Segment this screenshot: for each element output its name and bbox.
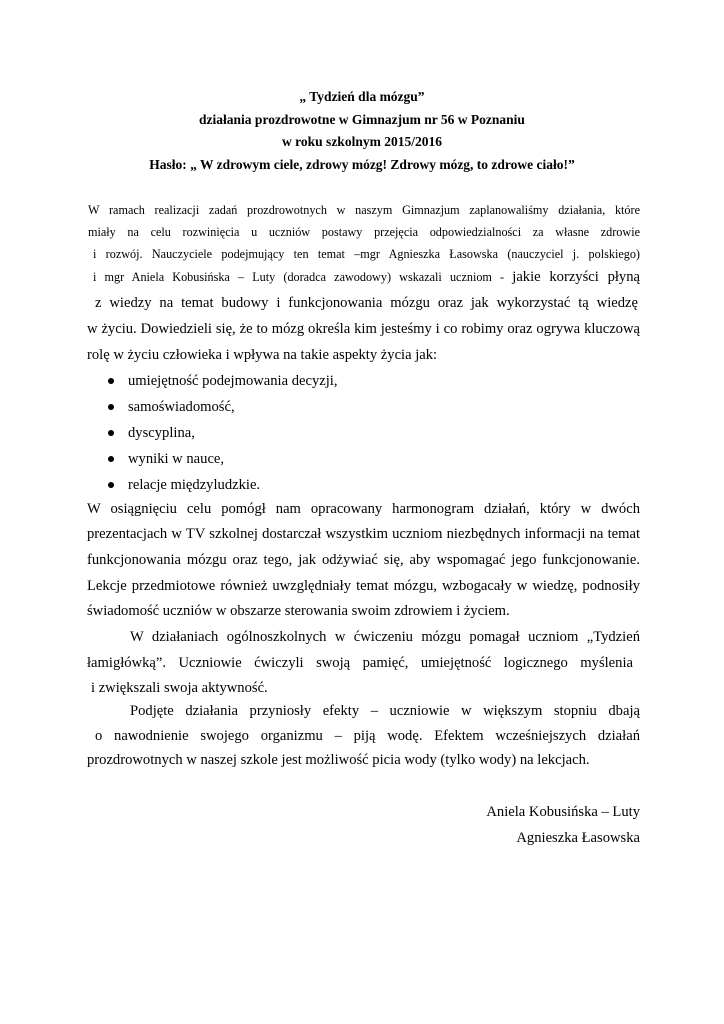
intro-line: miały na celu rozwinięcia u uczniów postawy przejęcia odpowiedzialności za własne zdrowie	[88, 225, 640, 239]
aspects-list	[108, 368, 338, 498]
intro-line: rolę w życiu człowieka i wpływa na takie aspekty życia jak:	[87, 347, 438, 363]
document-subtitle: działania prozdrowotne w Gimnazjum nr 56 w Poznaniu	[199, 111, 525, 127]
intro-line: W ramach realizacji zadań prozdrowotnych w naszym Gimnazjum zaplanowaliśmy działania, które	[88, 203, 640, 217]
intro-line-part: jakie korzyści płyną	[512, 269, 640, 285]
motto: Hasło: „ W zdrowym ciele, zdrowy mózg! Zdrowy mózg, to zdrowe ciało!”	[149, 156, 575, 172]
school-year: w roku szkolnym 2015/2016	[282, 134, 442, 149]
intro-line: w życiu. Dowiedzieli się, że to mózg określa kim jesteśmy i co robimy oraz ogrywa kluczową	[87, 321, 640, 337]
signature-name: Aniela Kobusińska – Luty	[486, 804, 640, 820]
signature-name: Agnieszka Łasowska	[516, 830, 640, 846]
paragraph-line: prozdrowotnych w naszej szkole jest możliwość picia wody (tylko wody) na lekcjach.	[87, 752, 590, 768]
paragraph-line: łamigłówką”. Uczniowie ćwiczyli swoją pamięć, umiejętność logicznego myślenia	[87, 655, 633, 671]
paragraph-line: Lekcje przedmiotowe również uwzględniały temat mózgu, wzbogacały w wiedzę, podnosiły	[87, 578, 640, 594]
paragraph-line: W osiągnięciu celu pomógł nam opracowany harmonogram działań, który w dwóch	[87, 501, 640, 517]
intro-line: i rozwój. Nauczyciele podejmujący ten temat –mgr Agnieszka Łasowska (nauczyciel j. polskiego)	[93, 247, 640, 261]
list-item: samoświadomość,	[108, 394, 338, 420]
paragraph-line: prezentacjach w TV szkolnej dostarczał wszystkim uczniom niezbędnych informacji na temat	[87, 526, 640, 542]
paragraph-line: świadomość uczniów w obszarze sterowania swoim zdrowiem i życiem.	[87, 603, 510, 619]
list-item: wyniki w nauce,	[108, 446, 338, 472]
list-item: umiejętność podejmowania decyzji,	[108, 368, 338, 394]
paragraph-line: i zwiększali swoja aktywność.	[91, 680, 268, 696]
intro-line	[93, 266, 640, 288]
document-header	[0, 86, 724, 176]
list-item: relacje międzyludzkie.	[108, 472, 338, 498]
paragraph-line: W działaniach ogólnoszkolnych w ćwiczeniu mózgu pomagał uczniom „Tydzień	[130, 629, 640, 645]
intro-line-part: i mgr Aniela Kobusińska – Luty (doradca zawodowy) wskazali uczniom -	[93, 270, 513, 284]
paragraph-line: o nawodnienie swojego organizmu – piją wodę. Efektem wcześniejszych działań	[95, 728, 640, 744]
intro-line: z wiedzy na temat budowy i funkcjonowania mózgu oraz jak wykorzystać tą wiedzę	[95, 295, 638, 311]
paragraph-line: Podjęte działania przyniosły efekty – uczniowie w większym stopniu dbają	[130, 703, 640, 719]
paragraph-line: funkcjonowania mózgu oraz tego, jak odżywiać się, aby wspomagać jego funkcjonowanie.	[87, 552, 640, 568]
list-item: dyscyplina,	[108, 420, 338, 446]
document-title: „ Tydzień dla mózgu”	[299, 89, 425, 104]
